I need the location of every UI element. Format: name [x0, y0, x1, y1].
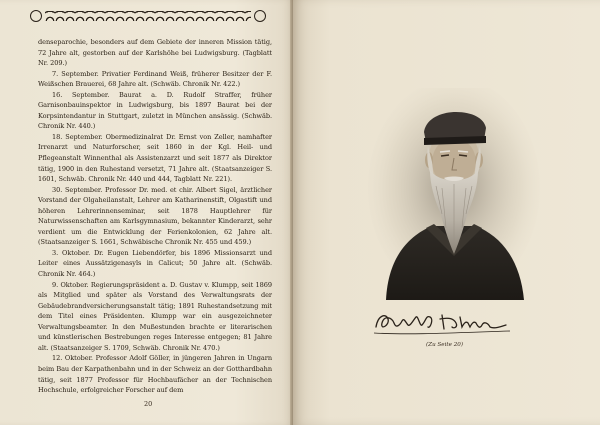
paragraph: denseparochie, besonders auf dem Gebiete der inneren Mission tätig, 72 Jahre alt, gestorben auf der Karlshöhe bei Ludwigsburg. (Tagblatt Nr. 209.) [38, 38, 272, 68]
ornament-left-end [30, 10, 42, 22]
portrait-caption: (Zu Seite 20) [426, 342, 464, 348]
paragraph: 30. September. Professor Dr. med. et chir. Albert Sigel, ärztlicher Vorstand der Olgaheilanstalt, Lehrer am Katharinenstift, Olgastift und höheren Lehrerinnenseminar, seit 1878 Hauptlehrer für Naturwissenschaften am Karlsgymnasium, bekannter Kinderarzt, sehr verdient um die Entwicklung der Ferienkolonien, 62 Jahre alt. (Staatsanzeiger S. 1661, Schwäbische Chronik Nr. 455 und 459.) [38, 185, 272, 247]
portrait-image [368, 88, 540, 300]
ornament-scroll [45, 11, 251, 21]
paragraph: 18. September. Obermedizinalrat Dr. Ernst von Zeller, namhafter Irrenarzt und Naturforscher, seit 1860 in der Kgl. Heil- und Pflegeanstalt Winnenthal als Assistenzarzt und seit 1877 als Direktor tätig, 1900 in den Ruhestand versetzt, 71 Jahre alt. (Staatsanzeiger S. 1601, Schwäb. Chronik Nr. 440 und 444, Tagblatt Nr. 221). [38, 132, 272, 184]
paragraph: 9. Oktober. Regierungspräsident a. D. Gustav v. Klumpp, seit 1869 als Mitglied und später als Vorstand des Verwaltungsrats der Gebäudebrandversicherungsanstalt tätig; 1891 Ruhestandsetzung mit dem Titel eines Präsidenten. Klumpp war ein ausgezeichneter Verwaltungsbeamter. In den Mußestunden brachte er literarischen und künstlerischen Bestrebungen reges Interesse entgegen; 81 Jahre alt. (Staatsanzeiger S. 1709, Schwäb. Chronik Nr. 470.) [38, 280, 272, 352]
paragraph: 12. Oktober. Professor Adolf Göller, in jüngeren Jahren in Ungarn beim Bau der Karpathenbahn und in der Schweiz an der Gotthardbahn tätig, seit 1877 Professor für Hochbaufächer an der Technischen Hochschule, erfolgreicher Forscher auf dem [38, 354, 272, 395]
paragraph: 7. September. Privatier Ferdinand Weiß, früherer Besitzer der F. Weißschen Brauerei, 68 Jahre alt. (Schwäb. Chronik Nr. 422.) [38, 69, 272, 89]
header-ornament [30, 9, 266, 23]
left-page [0, 0, 293, 425]
ornament-right-end [254, 10, 266, 22]
obituary-text [38, 37, 272, 396]
paragraph: 3. Oktober. Dr. Eugen Liebendörfer, bis 1896 Missionsarzt und Leiter eines Aussätzigenasyls in Calicut; 50 Jahre alt. (Schwäb. Chronik Nr. 464.) [38, 248, 272, 279]
paragraph: 16. September. Baurat a. D. Rudolf Straffer, früher Garnisonbauinspektor in Ludwigsburg, bis 1897 Baurat bei der Korpsintendantur in Stuttgart, zuletzt in München ansässig. (Schwäb. Chronik Nr. 440.) [38, 90, 272, 131]
page-number: 20 [144, 400, 153, 408]
signature-image [370, 305, 520, 339]
